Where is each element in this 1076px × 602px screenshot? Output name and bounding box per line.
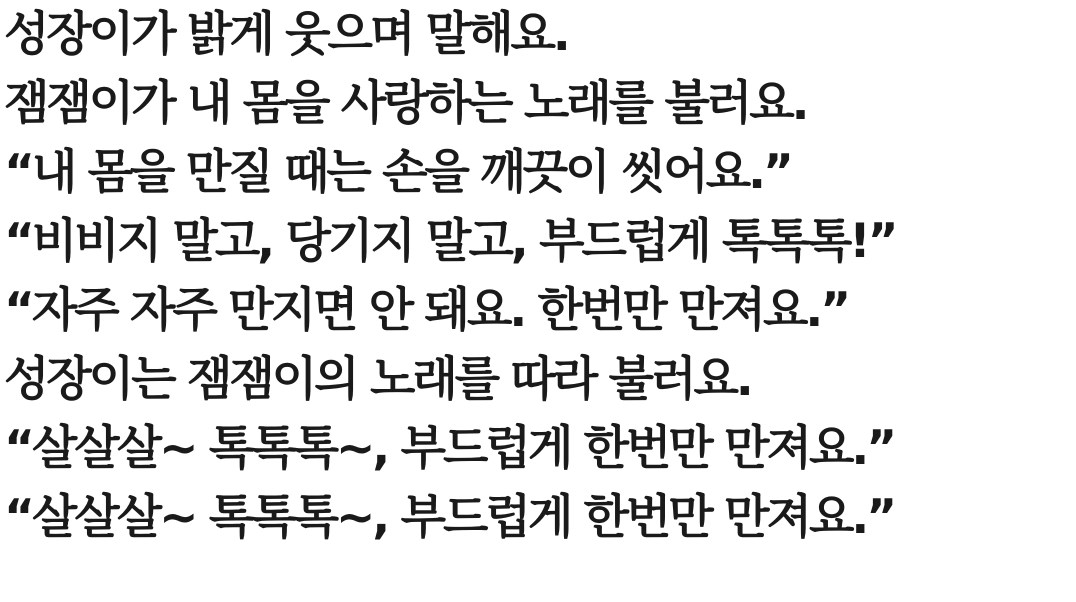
story-line-8: “살살살~ 톡톡톡~, 부드럽게 한번만 만져요.” bbox=[4, 490, 895, 545]
story-line-3: “내 몸을 만질 때는 손을 깨끗이 씻어요.” bbox=[4, 145, 791, 200]
story-line-5: “자주 자주 만지면 안 돼요. 한번만 만져요.” bbox=[4, 283, 849, 338]
story-line-7: “살살살~ 톡톡톡~, 부드럽게 한번만 만져요.” bbox=[4, 421, 895, 476]
story-line-4: “비비지 말고, 당기지 말고, 부드럽게 톡톡톡!” bbox=[4, 214, 896, 269]
story-line-6: 성장이는 잼잼이의 노래를 따라 불러요. bbox=[4, 352, 751, 407]
story-line-1: 성장이가 밝게 웃으며 말해요. bbox=[4, 7, 568, 62]
story-line-2: 잼잼이가 내 몸을 사랑하는 노래를 불러요. bbox=[4, 76, 807, 131]
